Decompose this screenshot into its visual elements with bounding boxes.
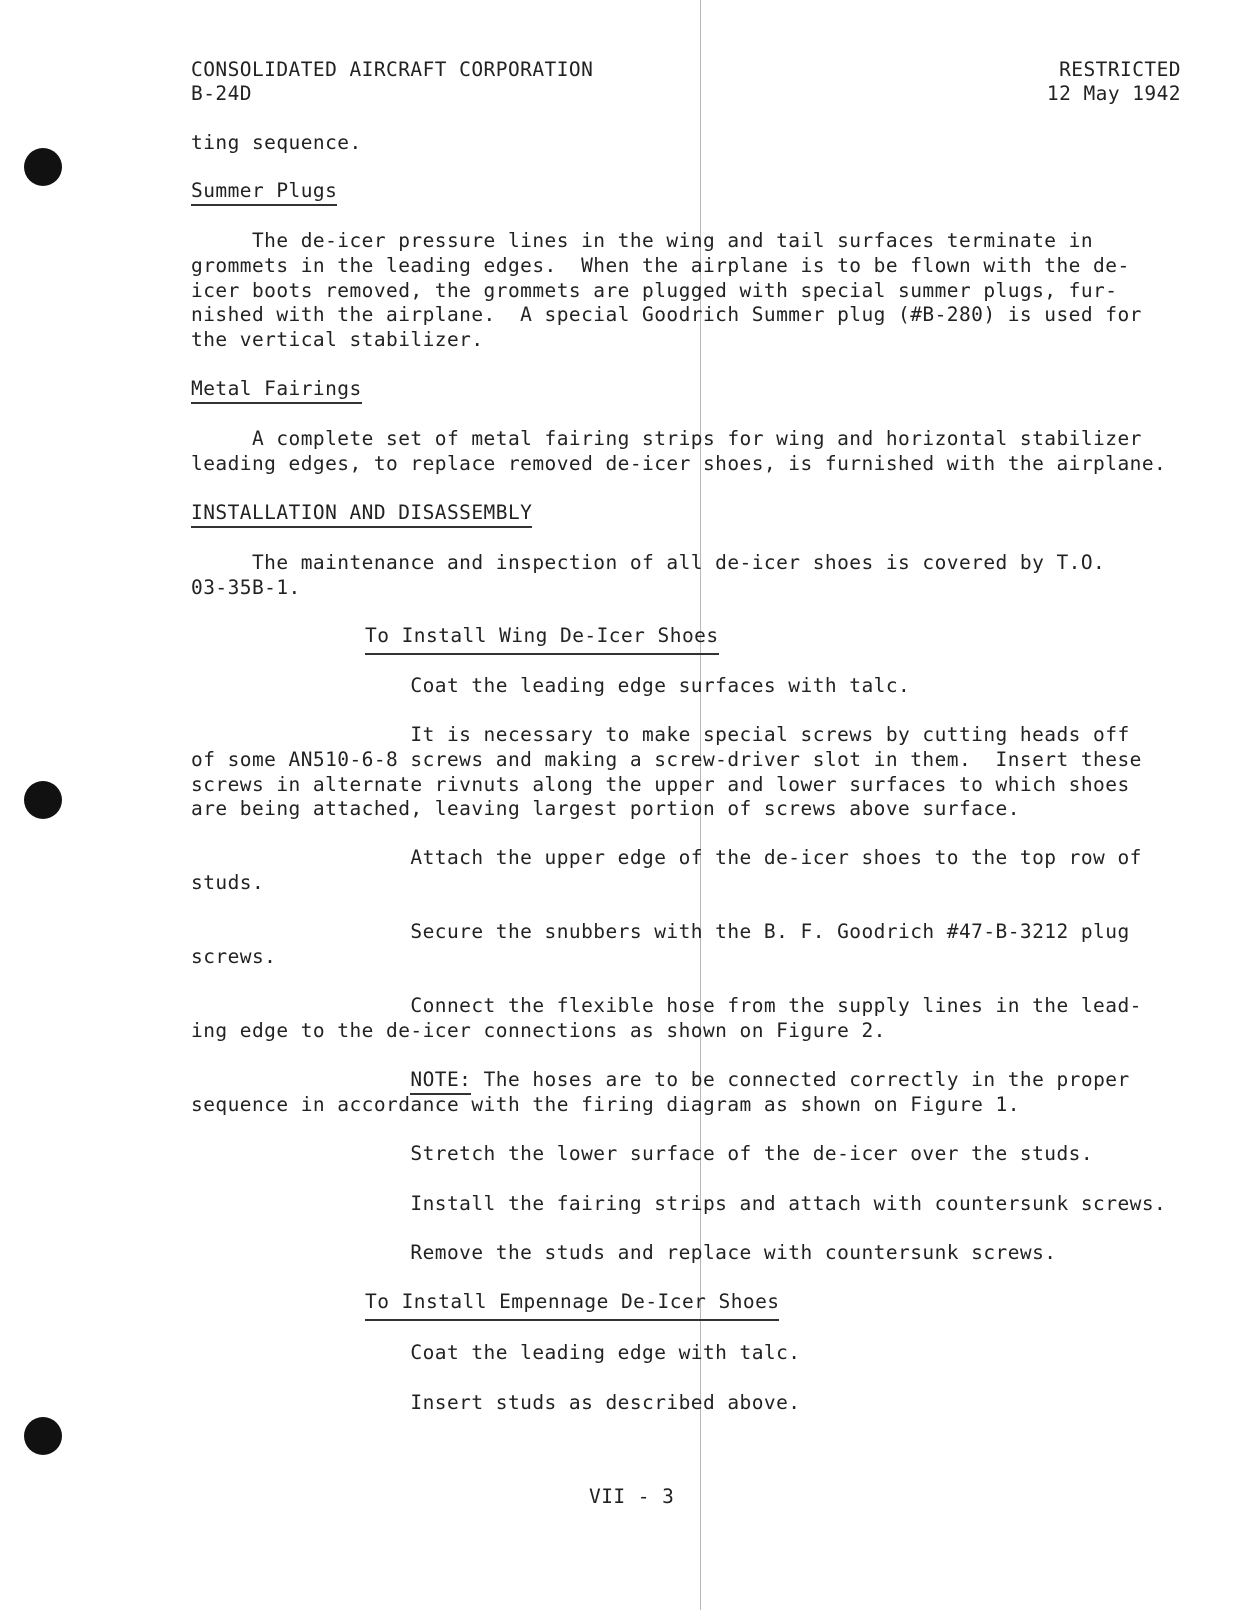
page-number: VII - 3 bbox=[589, 1485, 675, 1508]
punch-hole bbox=[24, 1417, 62, 1455]
note-line bbox=[191, 1068, 1130, 1093]
note-label: NOTE: bbox=[410, 1068, 471, 1095]
paragraph-summer-plugs: The de-icer pressure lines in the wing and tail surfaces terminate in grommets in the leading edges. When the airplane is to be flown with the de- icer boots removed, the grommets are plugged with special summer plugs, fur- nished with the airplane. A special Goodrich Summer plug (#B-280) is used for the vertical stabilizer. bbox=[191, 229, 1142, 352]
punch-hole bbox=[24, 781, 62, 819]
paragraph-metal-fairings: A complete set of metal fairing strips for wing and horizontal stabilizer leading edges, to replace removed de-icer shoes, is furnished with the airplane. bbox=[191, 427, 1167, 475]
header-classification: RESTRICTED bbox=[1059, 58, 1181, 81]
paragraph-wing-5: Connect the flexible hose from the supply lines in the lead- ing edge to the de-icer connections as shown on Figure 2. bbox=[191, 994, 1142, 1042]
subsection-heading-wing: To Install Wing De-Icer Shoes bbox=[365, 624, 719, 655]
paragraph-wing-6: Stretch the lower surface of the de-icer over the studs. bbox=[191, 1142, 1094, 1165]
section-heading-installation: INSTALLATION AND DISASSEMBLY bbox=[191, 501, 532, 528]
paragraph-wing-7: Install the fairing strips and attach with countersunk screws. bbox=[191, 1192, 1167, 1215]
paragraph-empennage-2: Insert studs as described above. bbox=[191, 1391, 801, 1414]
header-date: 12 May 1942 bbox=[1046, 82, 1181, 105]
section-heading-metal-fairings: Metal Fairings bbox=[191, 377, 362, 404]
paragraph-empennage-1: Coat the leading edge with talc. bbox=[191, 1341, 801, 1364]
note-text: The hoses are to be connected correctly in the proper bbox=[471, 1068, 1130, 1091]
paragraph-wing-1: Coat the leading edge surfaces with talc. bbox=[191, 674, 911, 697]
paragraph-wing-2: It is necessary to make special screws by cutting heads off of some AN510-6-8 screws and making a screw-driver slot in them. Insert these screws in alternate rivnuts along the upper and lower surfaces to which shoes are being attached, leaving largest portion of screws above surface. bbox=[191, 723, 1142, 821]
paragraph-wing-3: Attach the upper edge of the de-icer shoes to the top row of studs. bbox=[191, 846, 1142, 894]
paragraph-installation: The maintenance and inspection of all de-icer shoes is covered by T.O. 03-35B-1. bbox=[191, 551, 1106, 599]
paragraph-wing-4: Secure the snubbers with the B. F. Goodrich #47-B-3212 plug screws. bbox=[191, 920, 1130, 968]
subsection-heading-empennage: To Install Empennage De-Icer Shoes bbox=[365, 1290, 779, 1321]
continuation-text: ting sequence. bbox=[191, 131, 362, 154]
punch-hole bbox=[24, 148, 62, 186]
header-model: B-24D bbox=[191, 82, 252, 105]
paragraph-wing-8: Remove the studs and replace with countersunk screws. bbox=[191, 1241, 1057, 1264]
section-heading-summer-plugs: Summer Plugs bbox=[191, 179, 337, 206]
header-company: CONSOLIDATED AIRCRAFT CORPORATION bbox=[191, 58, 594, 81]
note-continuation: sequence in accordance with the firing diagram as shown on Figure 1. bbox=[191, 1093, 1020, 1116]
